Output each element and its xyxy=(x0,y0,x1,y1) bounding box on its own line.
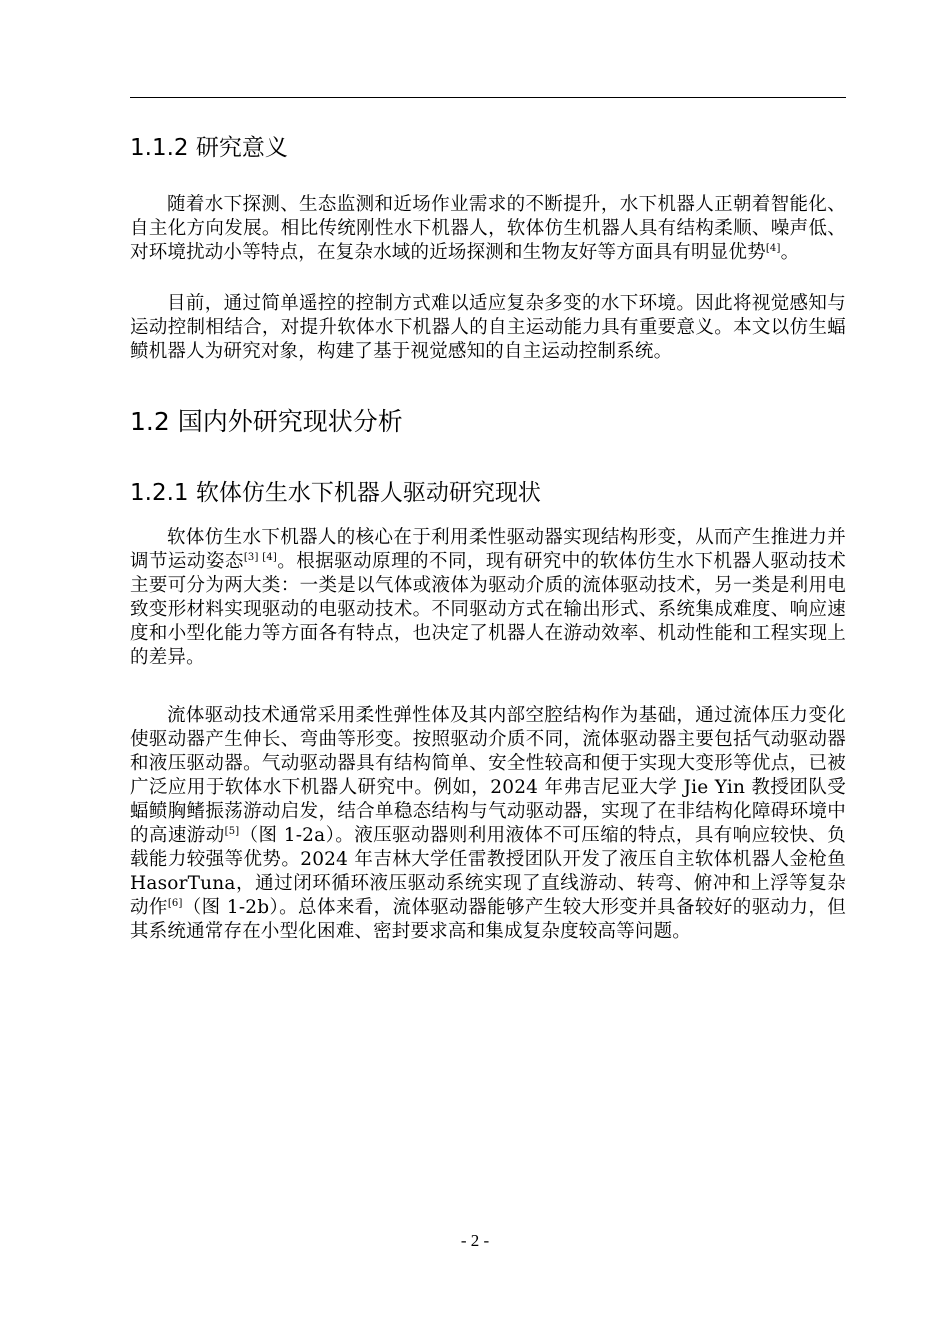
paragraph-text: （图 1-2b）。总体来看，流体驱动器能够产生较大形变并具备较好的驱动力，但其系统通常存在小型化困难、密封要求高和集成复杂度较高等问题。 xyxy=(130,897,846,942)
paragraph-text: 随着水下探测、生态监测和近场作业需求的不断提升，水下机器人正朝着智能化、自主化方向发展。相比传统刚性水下机器人，软体仿生机器人具有结构柔顺、噪声低、对环境扰动小等特点，在复杂水域的近场探测和生物友好等方面具有明显优势 xyxy=(130,194,846,263)
citation-ref: [6] xyxy=(167,898,183,909)
paragraph-text: 。根据驱动原理的不同，现有研究中的软体仿生水下机器人驱动技术主要可分为两大类：一类是以气体或液体为驱动介质的流体驱动技术，另一类是利用电致变形材料实现驱动的电驱动技术。不同驱动方式在输出形式、系统集成难度、响应速度和小型化能力等方面各有特点，也决定了机器人在游动效率、机动性能和工程实现上的差异。 xyxy=(130,551,846,668)
paragraph-research-significance-1 xyxy=(130,193,846,265)
paragraph-text: 。 xyxy=(780,242,800,263)
page-number: - 2 - xyxy=(460,1231,490,1250)
citation-ref: [5] xyxy=(224,826,240,837)
paragraph-text: （图 1-2a）。液压驱动器则利用液体不可压缩的特点，具有响应较快、负载能力较强等优势。2024 年吉林大学任雷教授团队开发了液压自主软体机器人金枪鱼 HasorTuna，通过闭环循环液压驱动系统实现了直线游动、转弯、俯冲和上浮等复杂动作 xyxy=(130,825,846,918)
section-heading-1-2-1: 1.2.1 软体仿生水下机器人驱动研究现状 xyxy=(130,480,541,506)
citation-ref: [4] xyxy=(765,243,781,254)
citation-ref: [3] [4] xyxy=(243,552,277,563)
section-heading-1-1-2: 1.1.2 研究意义 xyxy=(130,135,288,161)
paragraph-text: 流体驱动技术通常采用柔性弹性体及其内部空腔结构作为基础，通过流体压力变化使驱动器产生伸长、弯曲等形变。按照驱动介质不同，流体驱动器主要包括气动驱动器和液压驱动器。气动驱动器具有结构简单、安全性较高和便于实现大变形等优点，已被广泛应用于软体水下机器人研究中。例如，2024 年弗吉尼亚大学 Jie Yin 教授团队受蝠鲼胸鳍振荡游动启发，结合单稳态结构与气动驱动器，实现了在非结构化障碍环境中的高速游动 xyxy=(130,705,846,846)
paragraph-research-significance-2: 目前，通过简单遥控的控制方式难以适应复杂多变的水下环境。因此将视觉感知与运动控制相结合，对提升软体水下机器人的自主运动能力具有重要意义。本文以仿生蝠鲼机器人为研究对象，构建了基于视觉感知的自主运动控制系统。 xyxy=(130,293,846,362)
header-rule xyxy=(130,97,846,98)
paragraph-drive-status-2 xyxy=(130,704,846,944)
paragraph-drive-status-1 xyxy=(130,526,846,670)
section-heading-1-2: 1.2 国内外研究现状分析 xyxy=(130,407,403,436)
paragraph-text: 软体仿生水下机器人的核心在于利用柔性驱动器实现结构形变，从而产生推进力并调节运动姿态 xyxy=(130,527,846,572)
